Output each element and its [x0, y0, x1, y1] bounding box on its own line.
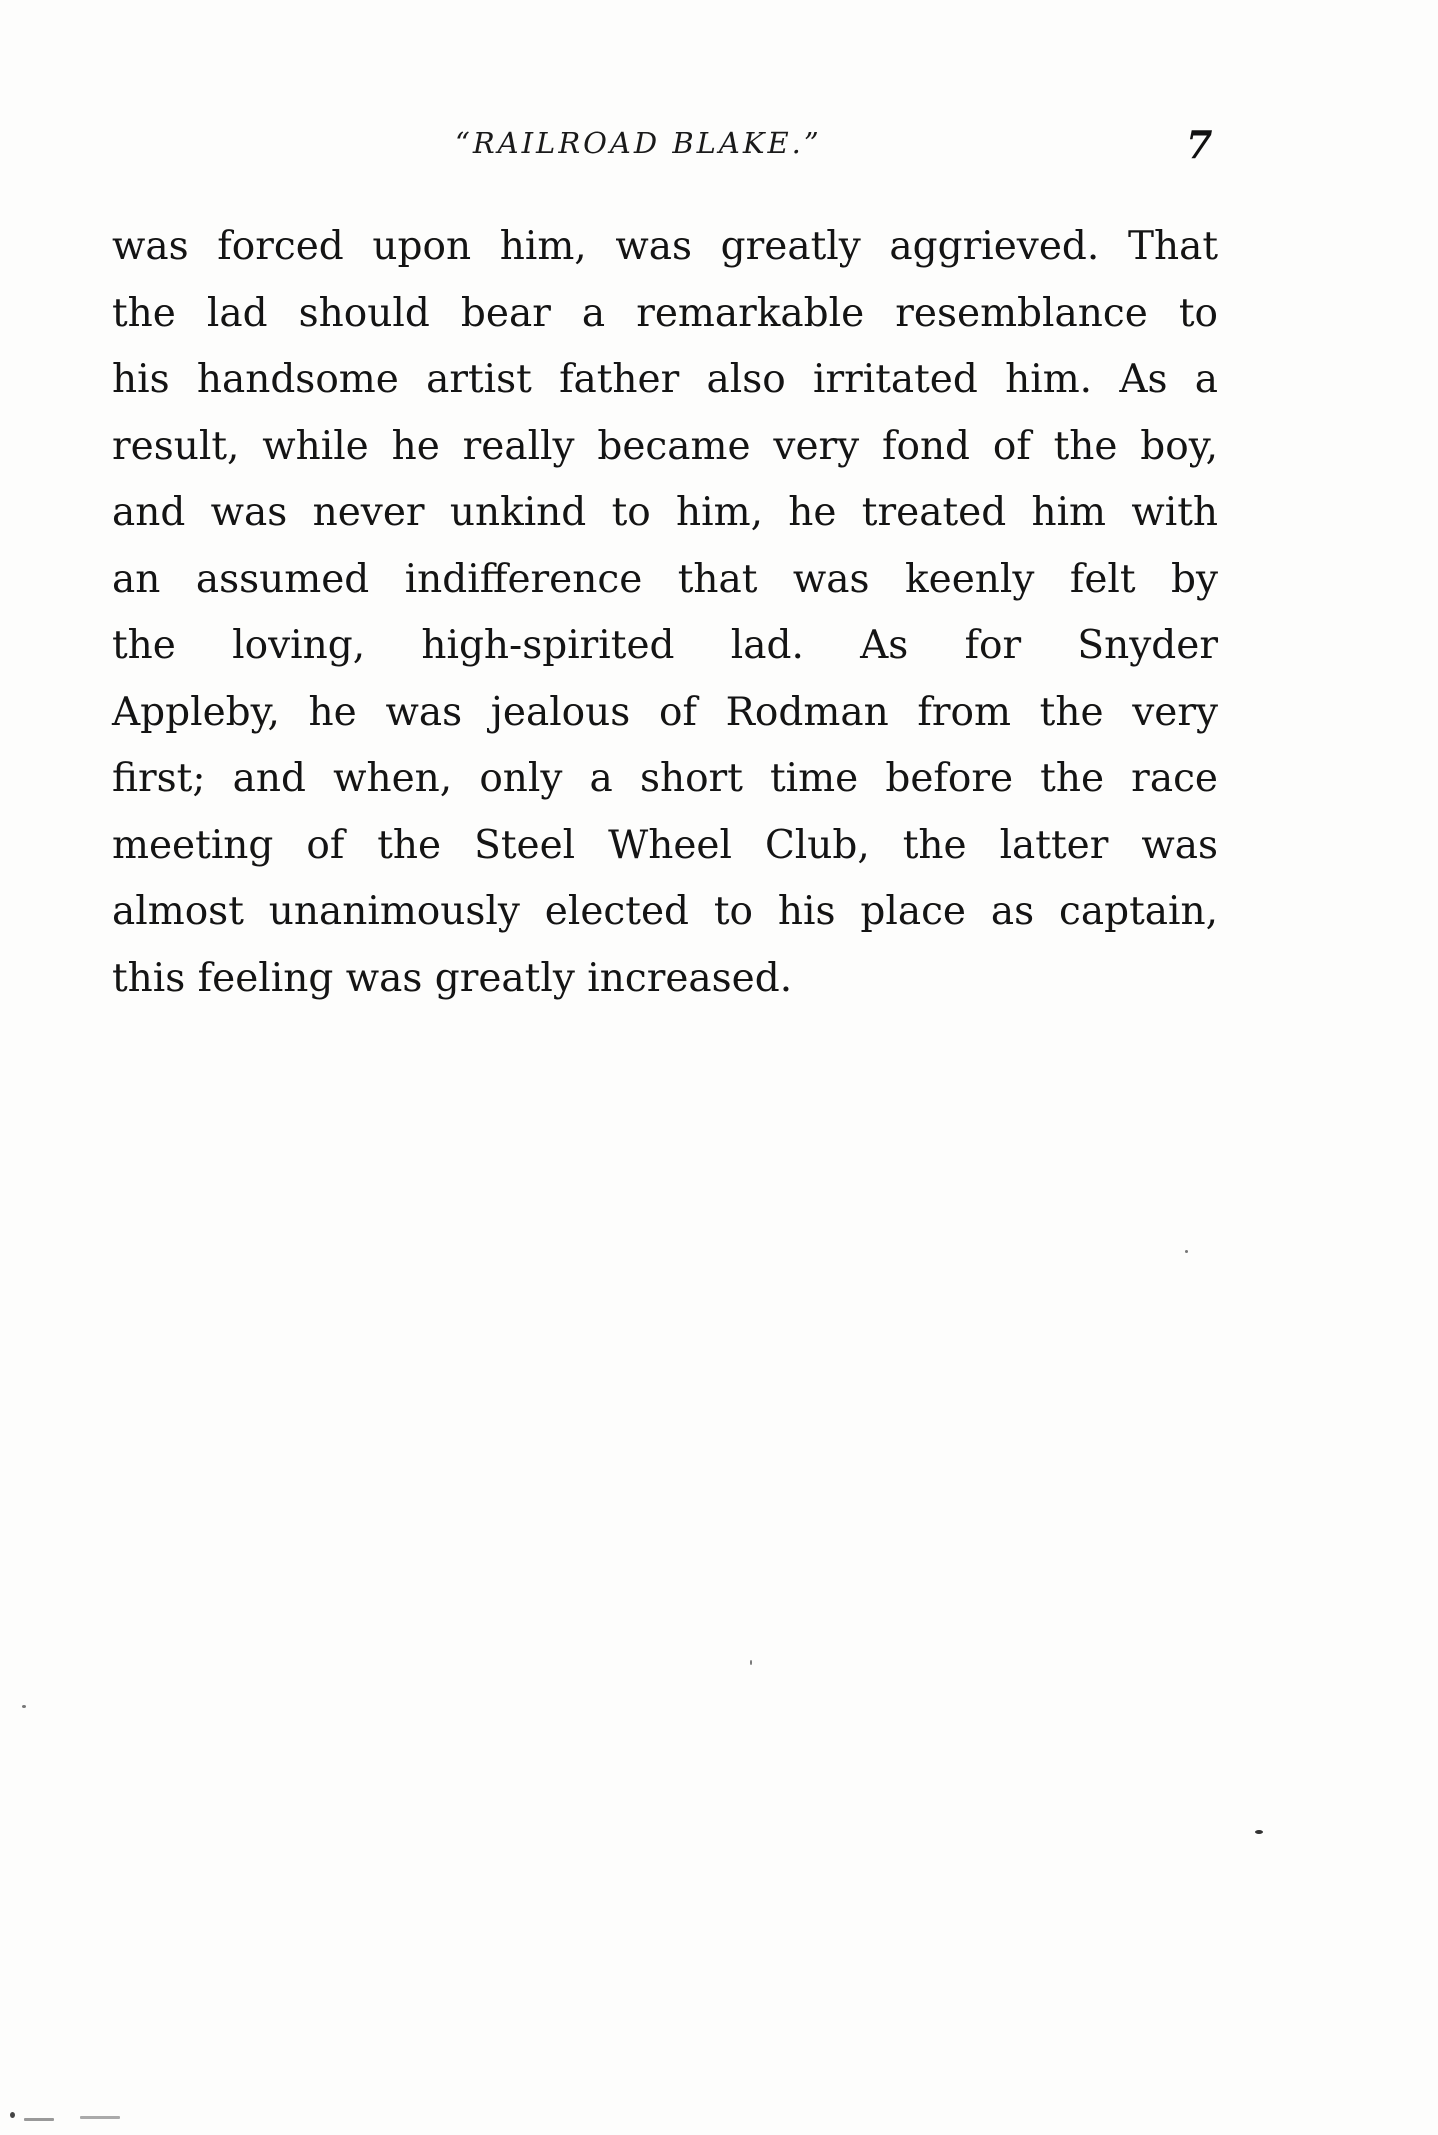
running-head [0, 122, 1438, 176]
running-title: “RAILROAD BLAKE.” [455, 126, 822, 160]
scan-speck [1185, 1250, 1188, 1253]
page-number: 7 [1186, 122, 1213, 167]
scan-speck [80, 2116, 120, 2119]
text-line: first; and when, only a short time before the race [112, 756, 1218, 801]
text-line: an assumed indifference that was keenly felt by [112, 556, 1218, 602]
text-line: the lad should bear a remarkable resemblance to [112, 290, 1218, 336]
scan-speck [10, 2112, 15, 2118]
scan-speck [24, 2118, 54, 2121]
text-line: and was never unkind to him, he treated him with [112, 490, 1218, 535]
scan-speck [750, 1660, 752, 1665]
text-line: meeting of the Steel Wheel Club, the latter was [112, 822, 1218, 868]
text-line: his handsome artist father also irritated him. As a [112, 357, 1218, 402]
text-line: was forced upon him, was greatly aggrieved. That [112, 224, 1218, 269]
text-line: almost unanimously elected to his place as captain, [112, 889, 1218, 934]
text-line: result, while he really became very fond of the boy, [112, 423, 1218, 469]
body-text [112, 214, 1218, 1012]
text-line: Appleby, he was jealous of Rodman from the very [112, 689, 1218, 735]
scan-speck [22, 1705, 26, 1708]
text-line: the loving, high-spirited lad. As for Snyder [112, 623, 1218, 668]
text-line: this feeling was greatly increased. [112, 955, 793, 1001]
scan-speck [1255, 1830, 1263, 1834]
